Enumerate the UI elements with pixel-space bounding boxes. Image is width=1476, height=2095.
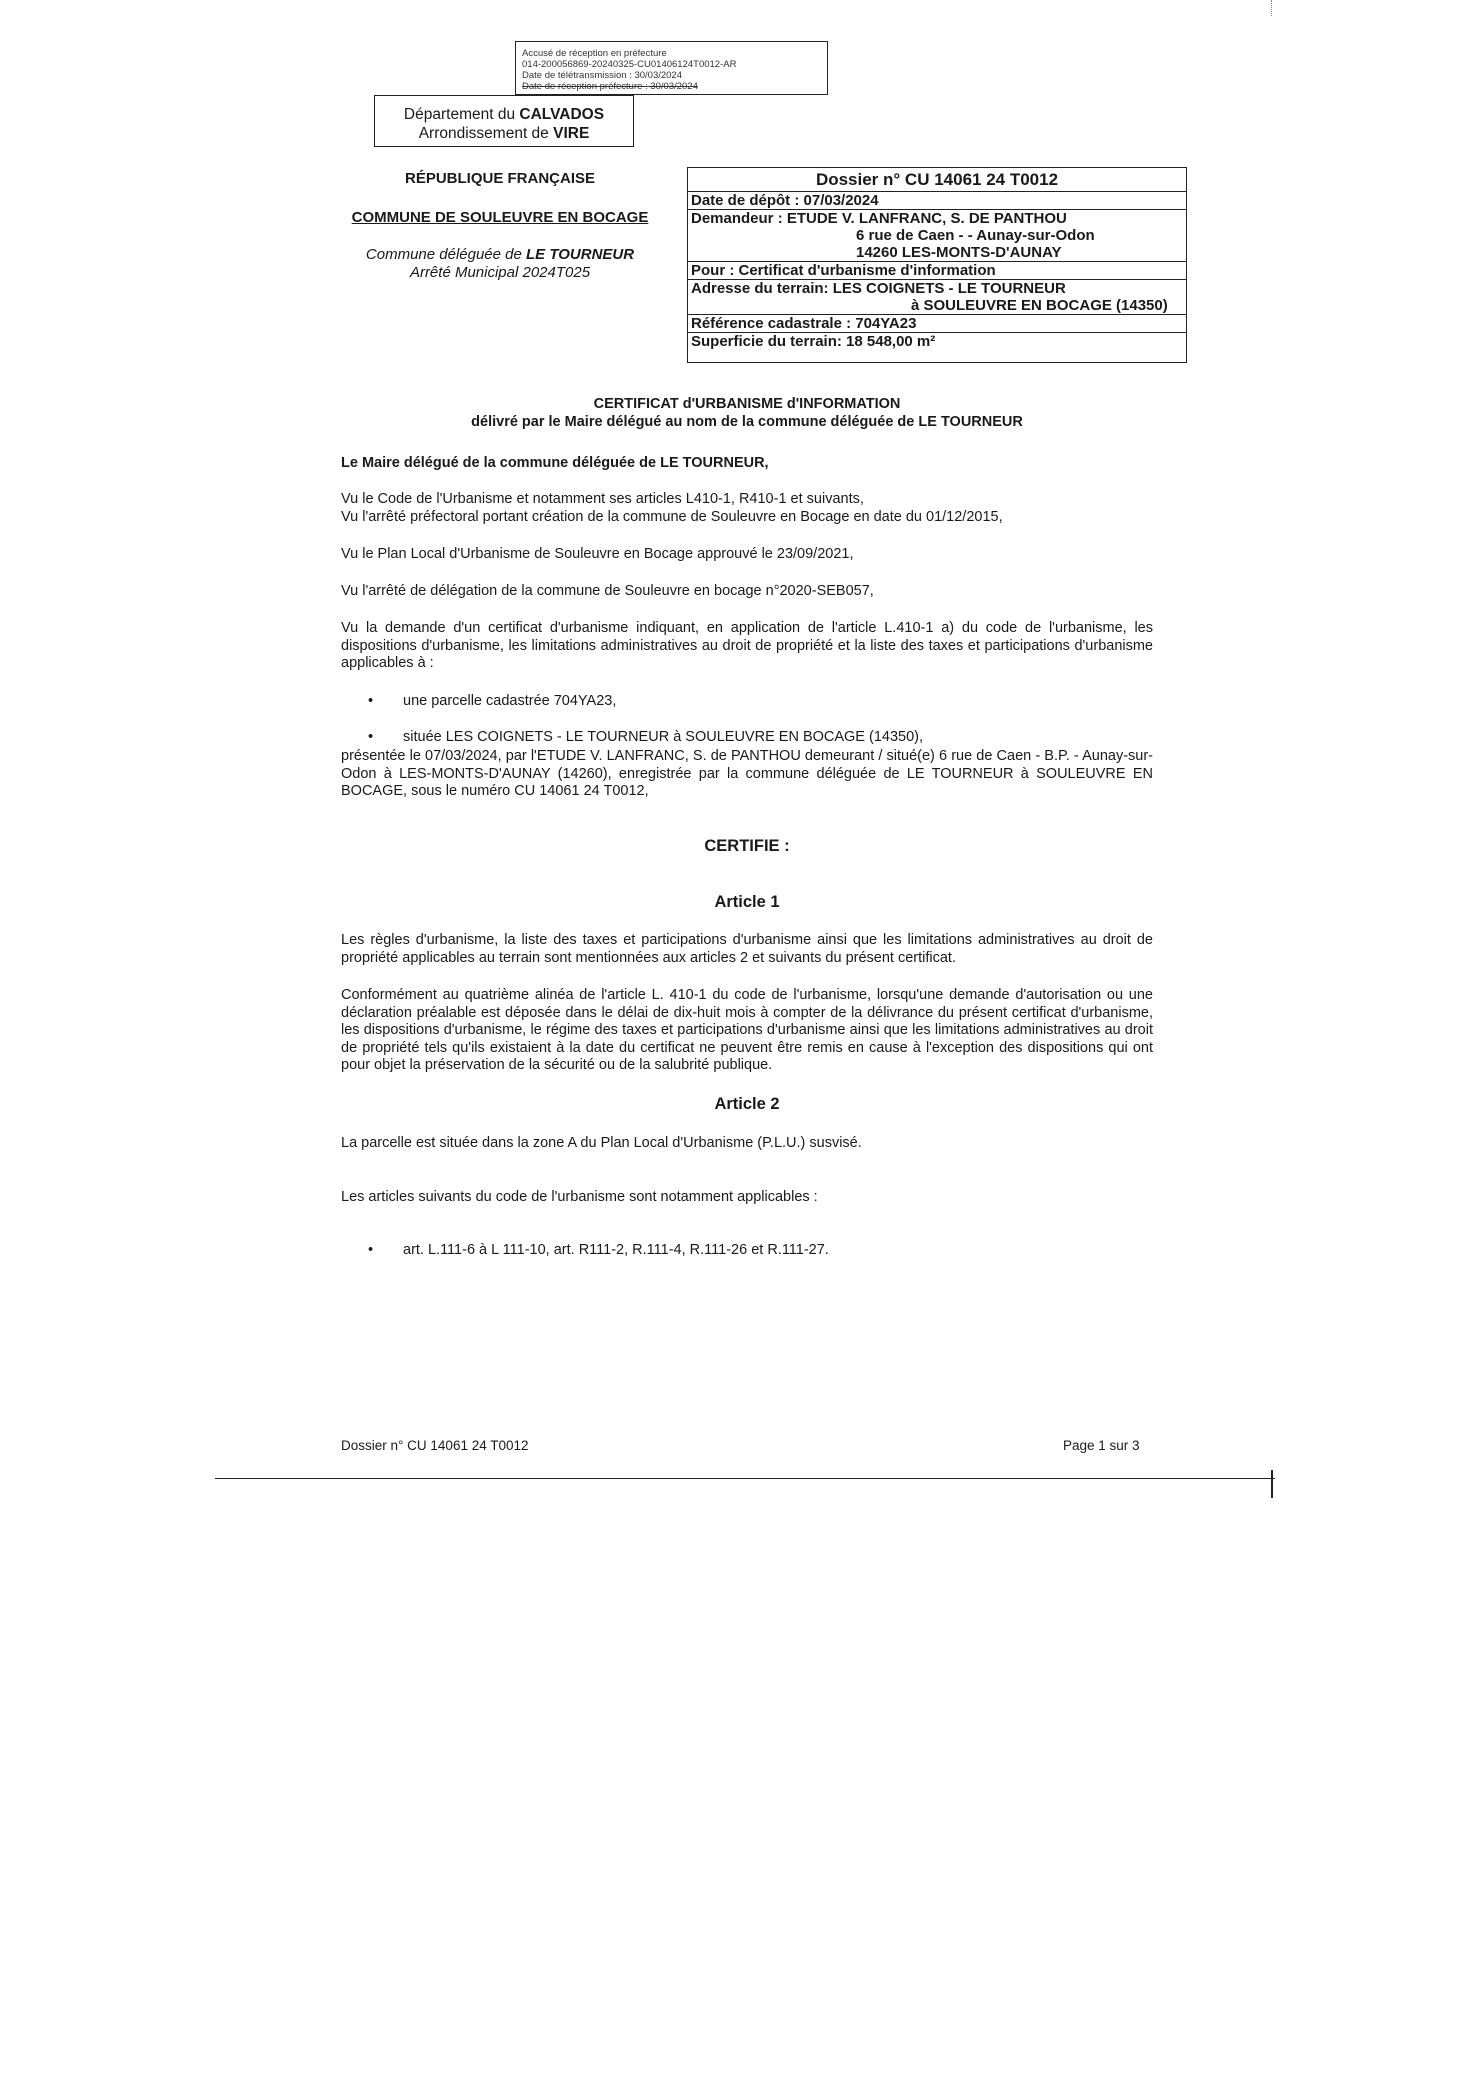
- scan-edge-mark: [1271, 1470, 1273, 1498]
- dossier-box: [687, 167, 1187, 363]
- certifie-heading: CERTIFIE :: [704, 837, 790, 855]
- footer-dossier: Dossier n° CU 14061 24 T0012: [341, 1438, 529, 1453]
- vu-code: Vu le Code de l'Urbanisme et notamment ses articles L410-1, R410-1 et suivants,: [341, 491, 864, 507]
- dossier-pour: Pour : Certificat d'urbanisme d'information: [688, 262, 1186, 280]
- dossier-demandeur: Demandeur : ETUDE V. LANFRANC, S. DE PANTHOU 6 rue de Caen - - Aunay-sur-Odon 14260 LES-MONTS-D'AUNAY: [688, 210, 1186, 262]
- delegated-commune: Commune déléguée de LE TOURNEUR: [365, 246, 635, 263]
- vu-arrete: Vu l'arrêté préfectoral portant création de la commune de Souleuvre en Bocage en date du 01/12/2015,: [341, 509, 1003, 525]
- dossier-reference: Référence cadastrale : 704YA23: [688, 315, 1186, 333]
- maire-line: Le Maire délégué de la commune déléguée de LE TOURNEUR,: [341, 455, 769, 471]
- republic-heading: RÉPUBLIQUE FRANÇAISE: [404, 170, 595, 187]
- department-box: [374, 95, 634, 147]
- department-line: Département du CALVADOS: [403, 106, 605, 123]
- dossier-depot: Date de dépôt : 07/03/2024: [688, 192, 1186, 210]
- presentee-paragraph: présentée le 07/03/2024, par l'ETUDE V. LANFRANC, S. de PANTHOU demeurant / situé(e) 6 rue de Caen - B.P. - Aunay-sur-Odon à LES-MONTS-D'AUNAY (14260), enregistrée par la commune déléguée de LE TOURNEUR à SOULEUVRE EN BOCAGE, sous le numéro CU 14061 24 T0012,: [341, 748, 1153, 799]
- article1-paragraph1: Les règles d'urbanisme, la liste des taxes et participations d'urbanisme ainsi que les limitations administratives au droit de propriété applicables au terrain sont mentionnées aux articles 2 et suivants du présent certificat.: [341, 932, 1153, 966]
- vu-delegation: Vu l'arrêté de délégation de la commune de Souleuvre en bocage n°2020-SEB057,: [341, 583, 874, 599]
- list-item: • une parcelle cadastrée 704YA23,: [341, 693, 1215, 711]
- scan-dot-mark: [1271, 0, 1272, 16]
- list-item: • située LES COIGNETS - LE TOURNEUR à SOULEUVRE EN BOCAGE (14350),: [341, 729, 1215, 747]
- list-item: • art. L.111-6 à L 111-10, art. R111-2, R.111-4, R.111-26 et R.111-27.: [341, 1242, 1215, 1260]
- stamp-line: Date de télétransmission : 30/03/2024: [522, 70, 683, 81]
- arrondissement-line: Arrondissement de VIRE: [418, 125, 590, 142]
- arrete-number: Arrêté Municipal 2024T025: [409, 264, 591, 281]
- footer-page-number: Page 1 sur 3: [1063, 1438, 1140, 1453]
- article1-heading: Article 1: [714, 893, 780, 911]
- stamp-line: Date de réception préfecture : 30/03/2024: [522, 81, 698, 92]
- stamp-line: 014-200056869-20240325-CU01406124T0012-AR: [522, 59, 737, 70]
- footer-divider: [215, 1478, 1275, 1479]
- articles-intro: Les articles suivants du code de l'urbanisme sont notamment applicables :: [341, 1189, 818, 1205]
- article2-heading: Article 2: [714, 1095, 780, 1113]
- dossier-title: Dossier n° CU 14061 24 T0012: [688, 168, 1186, 192]
- commune-heading: COMMUNE DE SOULEUVRE EN BOCAGE: [351, 209, 649, 226]
- article2-paragraph: La parcelle est située dans la zone A du Plan Local d'Urbanisme (P.L.U.) susvisé.: [341, 1135, 862, 1151]
- article1-paragraph2: Conformément au quatrième alinéa de l'article L. 410-1 du code de l'urbanisme, lorsqu'une demande d'autorisation ou une déclaration préalable est déposée dans le délai de dix-huit mois à compter de la délivrance du présent certificat d'urbanisme, les dispositions d'urbanisme, le régime des taxes et participations d'urbanisme ainsi que les limitations administratives au droit de propriété tels qu'ils existaient à la date du certificat ne peuvent être remis en cause à l'exception des dispositions qui ont pour objet la préservation de la sécurité ou de la salubrité publique.: [341, 987, 1153, 1073]
- vu-demande: Vu la demande d'un certificat d'urbanisme indiquant, en application de l'article L.410-1 a) du code de l'urbanisme, les dispositions d'urbanisme, les limitations administratives au droit de propriété et la liste des taxes et participations d'urbanisme applicables à :: [341, 620, 1153, 671]
- stamp-line: Accusé de réception en préfecture: [522, 48, 667, 59]
- reception-stamp: [515, 41, 828, 95]
- vu-plu: Vu le Plan Local d'Urbanisme de Souleuvre en Bocage approuvé le 23/09/2021,: [341, 546, 854, 562]
- certificate-title: CERTIFICAT d'URBANISME d'INFORMATION délivré par le Maire délégué au nom de la commune déléguée de LE TOURNEUR: [471, 396, 1023, 430]
- dossier-adresse: Adresse du terrain: LES COIGNETS - LE TOURNEUR à SOULEUVRE EN BOCAGE (14350): [688, 280, 1186, 315]
- dossier-superficie: Superficie du terrain: 18 548,00 m²: [691, 333, 936, 350]
